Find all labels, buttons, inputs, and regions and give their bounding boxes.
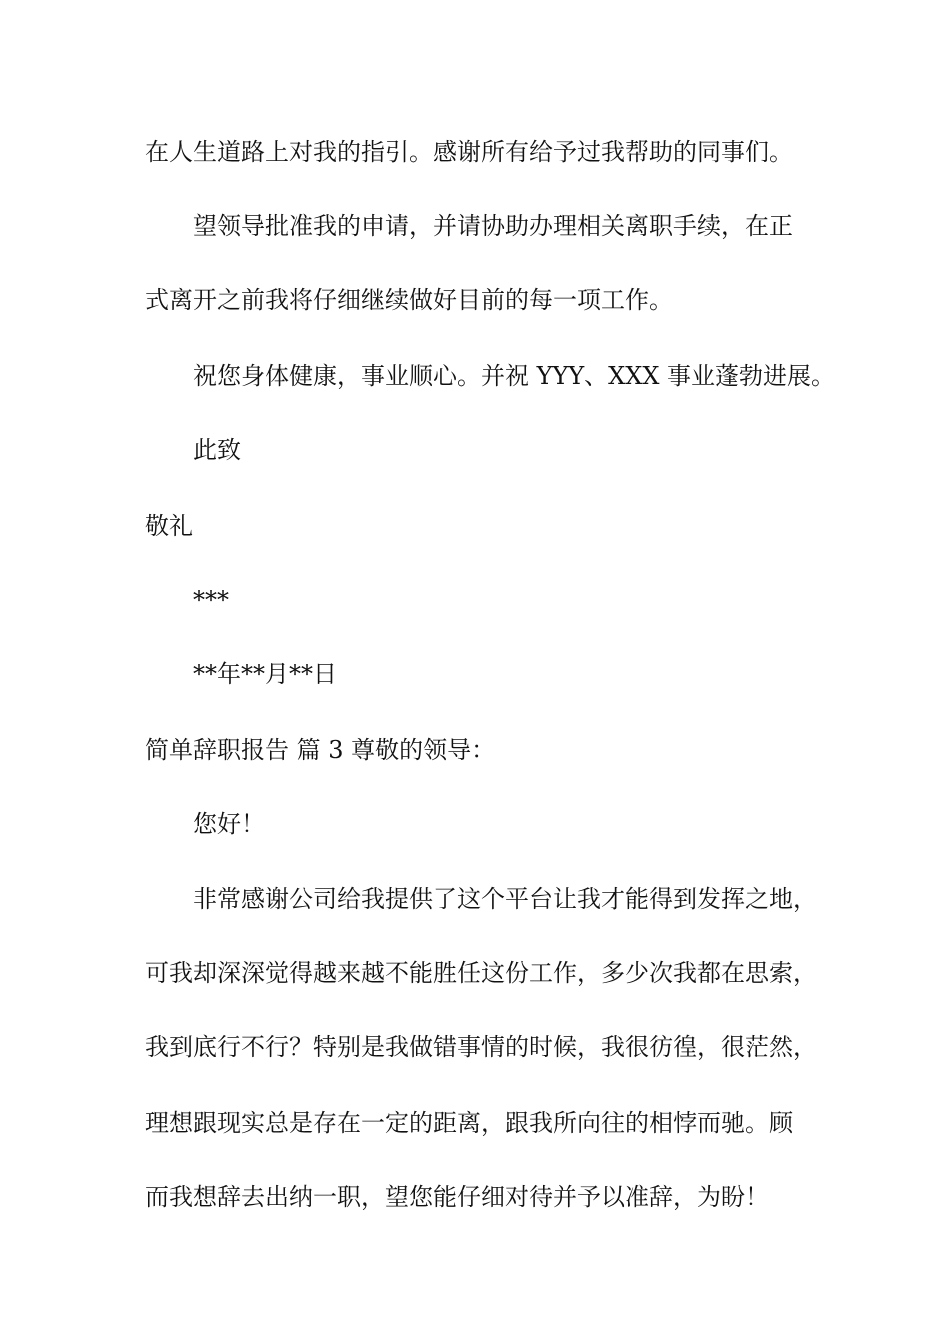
- section-heading: 简单辞职报告 篇 3 尊敬的领导：: [145, 736, 496, 764]
- signature-date: **年**月**日: [193, 660, 337, 688]
- signature-name: ***: [193, 586, 229, 614]
- text-line: 可我却深深觉得越来越不能胜任这份工作，多少次我都在思索，: [145, 959, 817, 987]
- text-line: 式离开之前我将仔细继续做好目前的每一项工作。: [145, 286, 673, 314]
- text-line: 理想跟现实总是存在一定的距离，跟我所向往的相悖而驰。顾: [145, 1109, 793, 1137]
- text-line: 在人生道路上对我的指引。感谢所有给予过我帮助的同事们。: [145, 138, 793, 166]
- text-line: 祝您身体健康，事业顺心。并祝 YYY、XXX 事业蓬勃进展。: [193, 362, 836, 390]
- text-line: 而我想辞去出纳一职，望您能仔细对待并予以准辞，为盼！: [145, 1183, 769, 1211]
- text-line: 望领导批准我的申请，并请协助办理相关离职手续，在正: [193, 212, 793, 240]
- greeting: 您好！: [193, 810, 265, 838]
- closing-salutation: 此致: [193, 436, 241, 464]
- text-line: 非常感谢公司给我提供了这个平台让我才能得到发挥之地，: [193, 885, 817, 913]
- text-line: 我到底行不行？特别是我做错事情的时候，我很彷徨，很茫然，: [145, 1033, 817, 1061]
- closing-regards: 敬礼: [145, 512, 193, 540]
